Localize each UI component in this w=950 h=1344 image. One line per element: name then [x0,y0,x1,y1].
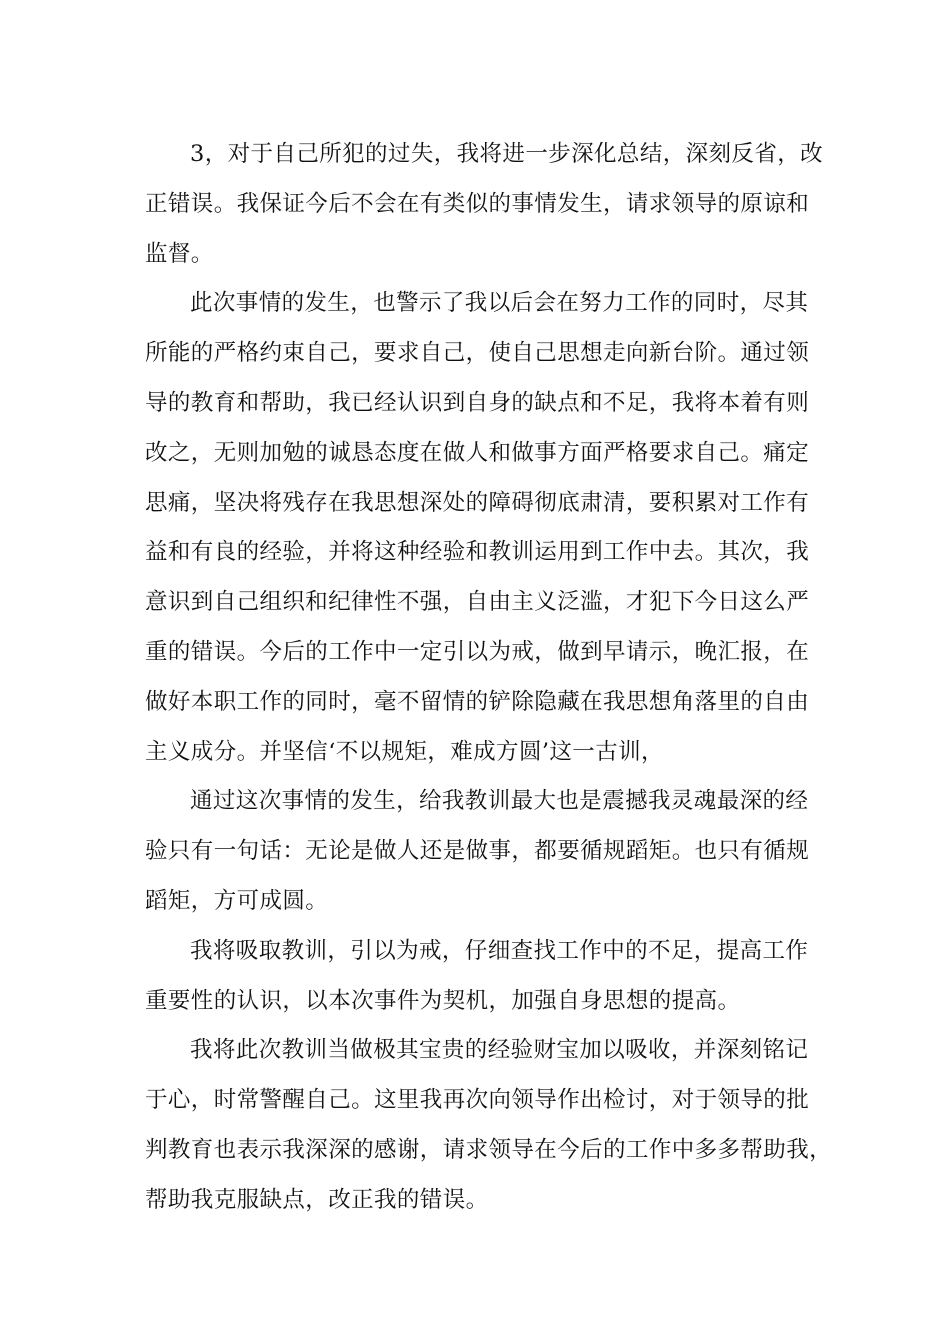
paragraph-line: 重要性的认识，以本次事件为契机，加强自身思想的提高。 [145,987,741,1014]
paragraph-line: 主义成分。并坚信‘不以规矩，难成方圆’这一古训， [145,738,664,765]
document-body [145,130,833,1226]
paragraph-4 [145,927,825,1027]
paragraph-line: 我将吸取教训，引以为戒，仔细查找工作中的不足，提高工作 [190,937,809,964]
paragraph-2 [145,279,825,777]
paragraph-line: 益和有良的经验，并将这种经验和教训运用到工作中去。其次，我 [145,539,810,566]
paragraph-line: 我将此次教训当做极其宝贵的经验财宝加以吸收，并深刻铭记 [190,1037,809,1064]
paragraph-line: 导的教育和帮助，我已经认识到自身的缺点和不足，我将本着有则 [145,389,810,416]
paragraph-line: 监督。 [145,240,214,267]
paragraph-line: 帮助我克服缺点，改正我的错误。 [145,1186,489,1213]
paragraph-line: 通过这次事情的发生，给我教训最大也是震撼我灵魂最深的经 [190,788,809,815]
paragraph-5 [145,1026,833,1225]
paragraph-line: 正错误。我保证今后不会在有类似的事情发生，请求领导的原谅和 [145,190,810,217]
paragraph-line: 验只有一句话：无论是做人还是做事，都要循规蹈矩。也只有循规 [145,838,810,865]
paragraph-line: 思痛，坚决将残存在我思想深处的障碍彻底肃清，要积累对工作有 [145,489,810,516]
paragraph-line: 此次事情的发生，也警示了我以后会在努力工作的同时，尽其 [190,290,809,317]
paragraph-line: 所能的严格约束自己，要求自己，使自己思想走向新台阶。通过领 [145,340,810,367]
paragraph-line: 做好本职工作的同时，毫不留情的铲除隐藏在我思想角落里的自由 [145,688,810,715]
paragraph-line: 改之，无则加勉的诚恳态度在做人和做事方面严格要求自己。痛定 [145,439,810,466]
paragraph-1 [145,130,825,279]
paragraph-3 [145,777,825,926]
paragraph-line: 蹈矩，方可成圆。 [145,887,329,914]
paragraph-line: 判教育也表示我深深的感谢，请求领导在今后的工作中多多帮助我， [145,1136,833,1163]
paragraph-line: 意识到自己组织和纪律性不强，自由主义泛滥，才犯下今日这么严 [145,589,810,616]
paragraph-line: 于心，时常警醒自己。这里我再次向领导作出检讨，对于领导的批 [145,1087,810,1114]
paragraph-line: 重的错误。今后的工作中一定引以为戒，做到早请示，晚汇报，在 [145,638,810,665]
paragraph-line: 3，对于自己所犯的过失，我将进一步深化总结，深刻反省，改 [190,141,824,167]
